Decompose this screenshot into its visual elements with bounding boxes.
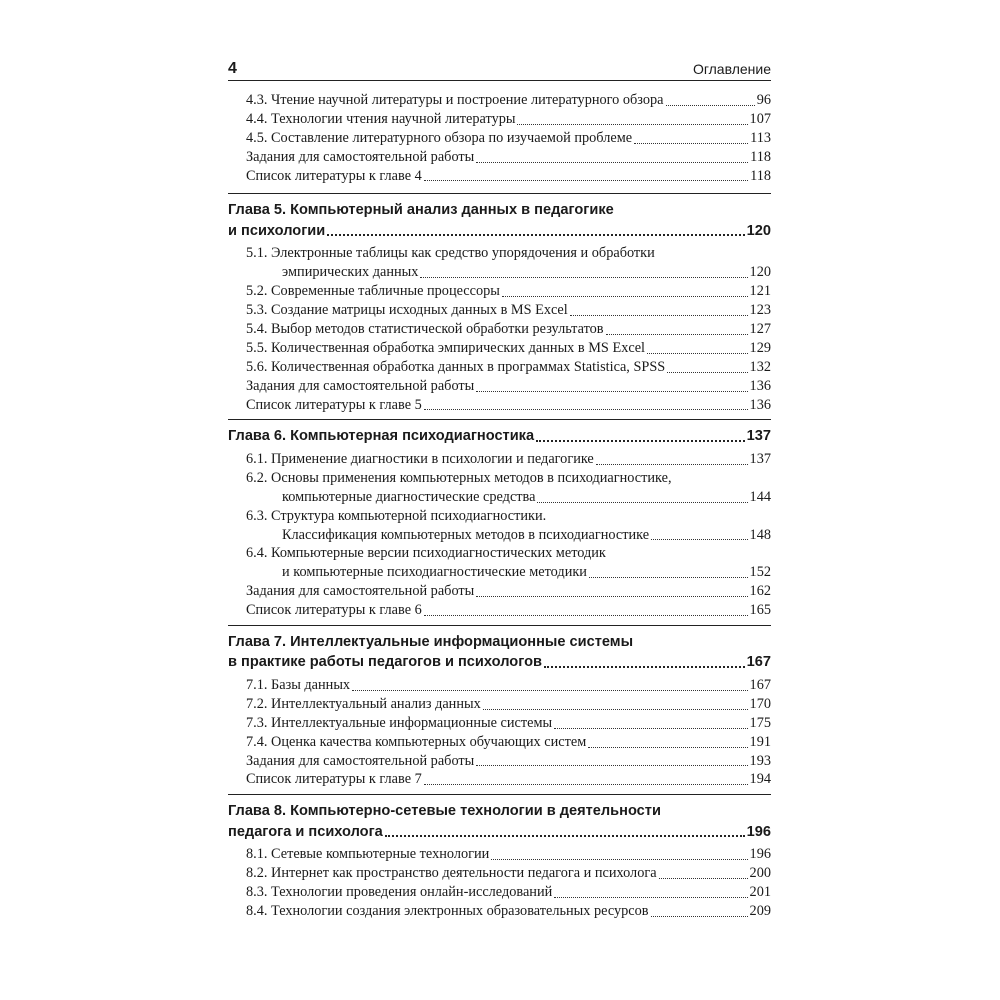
chapter-title-last-line[interactable]: в практике работы педагогов и психологов 167: [228, 654, 771, 671]
chapter-8-items: [228, 845, 771, 921]
chapter-title-last-line[interactable]: и психологии 120: [228, 222, 771, 239]
page-header: [228, 56, 771, 81]
toc-entry[interactable]: компьютерные диагностические средства 144: [282, 488, 771, 505]
chapter-4-items: [228, 91, 771, 185]
toc-entry[interactable]: Классификация компьютерных методов в психодиагностике 148: [282, 526, 771, 543]
toc-entry[interactable]: 5.2. Современные табличные процессоры 121: [246, 283, 771, 300]
toc-entry[interactable]: Список литературы к главе 6 165: [246, 602, 771, 619]
toc-entry[interactable]: 5.5. Количественная обработка эмпирических данных в MS Excel 129: [246, 339, 771, 356]
toc-entry[interactable]: Задания для самостоятельной работы 193: [246, 752, 771, 769]
toc-entry[interactable]: 5.4. Выбор методов статистической обработки результатов 127: [246, 321, 771, 337]
chapter-title[interactable]: Глава 8. Компьютерно-сетевые технологии в деятельности: [228, 803, 661, 820]
chapter-7-items: [228, 676, 771, 789]
table-of-contents: [228, 91, 771, 921]
toc-entry[interactable]: 4.3. Чтение научной литературы и построение литературного обзора 96: [246, 91, 771, 108]
toc-entry[interactable]: 6.1. Применение диагностики в психологии и педагогике 137: [246, 450, 771, 467]
toc-entry[interactable]: Задания для самостоятельной работы 162: [246, 583, 771, 600]
toc-entry[interactable]: Список литературы к главе 4 118: [246, 167, 771, 184]
toc-entry[interactable]: Задания для самостоятельной работы 136: [246, 377, 771, 394]
toc-entry-line[interactable]: 6.3. Структура компьютерной психодиагностики.: [246, 507, 547, 524]
toc-entry-line[interactable]: 6.2. Основы применения компьютерных методов в психодиагностике,: [246, 469, 672, 486]
page-number: 4: [228, 60, 237, 77]
toc-entry[interactable]: 8.4. Технологии создания электронных образовательных ресурсов 209: [246, 902, 771, 919]
chapter-title-last-line[interactable]: педагога и психолога 196: [228, 823, 771, 840]
chapter-6-items: [228, 450, 771, 620]
chapter-6: [228, 419, 771, 620]
toc-entry[interactable]: Список литературы к главе 7 194: [246, 771, 771, 788]
chapter-5-items: [228, 244, 771, 414]
chapter-8: [228, 794, 771, 921]
toc-entry[interactable]: 7.1. Базы данных 167: [246, 676, 771, 693]
toc-entry[interactable]: 8.2. Интернет как пространство деятельности педагога и психолога 200: [246, 865, 771, 882]
toc-entry[interactable]: 8.3. Технологии проведения онлайн-исследований 201: [246, 884, 771, 901]
toc-entry[interactable]: 5.6. Количественная обработка данных в программах Statistica, SPSS 132: [246, 358, 771, 375]
chapter-title[interactable]: Глава 7. Интеллектуальные информационные системы: [228, 633, 634, 650]
toc-entry[interactable]: 7.2. Интеллектуальный анализ данных 170: [246, 695, 771, 712]
toc-entry-line[interactable]: 5.1. Электронные таблицы как средство упорядочения и обработки: [246, 245, 655, 262]
chapter-7: [228, 625, 771, 789]
running-title: Оглавление: [692, 61, 771, 77]
toc-entry[interactable]: 7.4. Оценка качества компьютерных обучающих систем 191: [246, 733, 771, 750]
toc-entry[interactable]: и компьютерные психодиагностические методики 152: [282, 564, 771, 581]
toc-entry[interactable]: эмпирических данных 120: [282, 264, 771, 281]
chapter-title-last-line[interactable]: Глава 6. Компьютерная психодиагностика 137: [228, 428, 771, 445]
toc-entry[interactable]: 4.4. Технологии чтения научной литературы 107: [246, 110, 771, 127]
toc-entry[interactable]: 7.3. Интеллектуальные информационные системы 175: [246, 714, 771, 731]
toc-entry[interactable]: Задания для самостоятельной работы 118: [246, 148, 771, 165]
toc-entry[interactable]: 4.5. Составление литературного обзора по изучаемой проблеме 113: [246, 129, 771, 146]
chapter-5: [228, 193, 771, 414]
toc-entry-line[interactable]: 6.4. Компьютерные версии психодиагностических методик: [246, 545, 606, 562]
toc-entry[interactable]: 8.1. Сетевые компьютерные технологии 196: [246, 846, 771, 863]
toc-entry[interactable]: 5.3. Создание матрицы исходных данных в MS Excel 123: [246, 302, 771, 319]
toc-entry[interactable]: Список литературы к главе 5 136: [246, 396, 771, 413]
chapter-title[interactable]: Глава 5. Компьютерный анализ данных в педагогике: [228, 202, 614, 219]
toc-page: [228, 56, 771, 921]
